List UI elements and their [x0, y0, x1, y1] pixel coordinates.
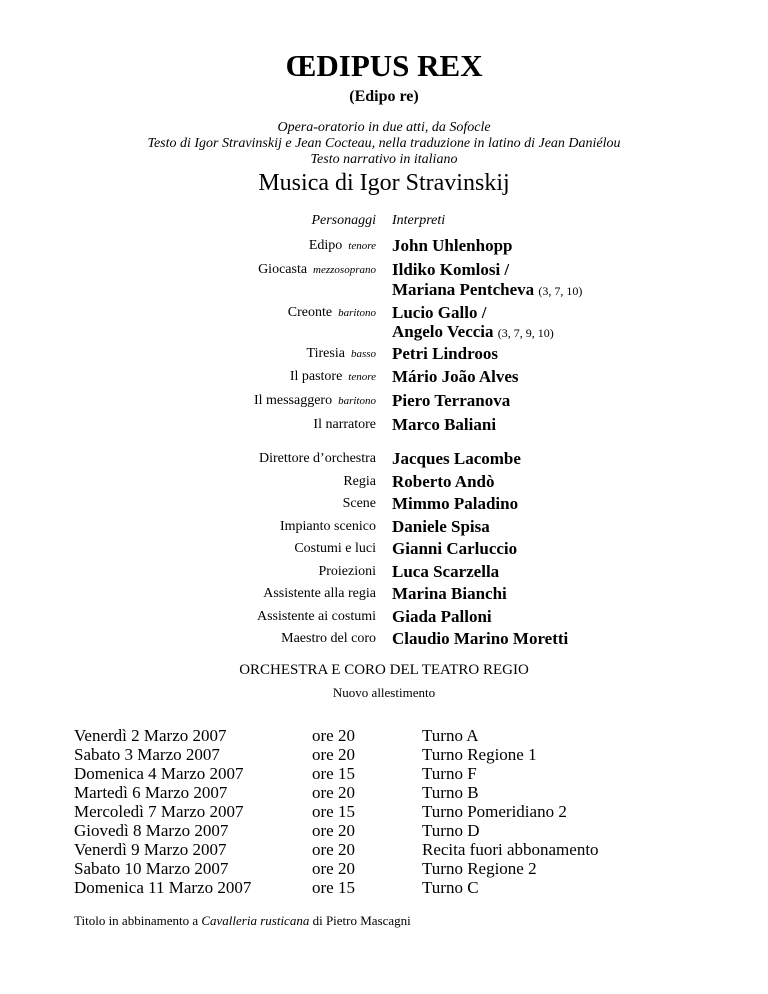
opera-subtitle: (Edipo re)	[349, 88, 419, 105]
cast-performer-creonte-2: Angelo Veccia (3, 7, 9, 10)	[392, 322, 554, 341]
crew-name-director: Roberto Andò	[392, 472, 495, 491]
crew-role-assistant-costumes: Assistente ai costumi	[257, 609, 376, 624]
schedule-date: Domenica 4 Marzo 2007	[74, 764, 244, 783]
voice-type: baritono	[338, 307, 376, 319]
schedule-date: Mercoledì 7 Marzo 2007	[74, 802, 244, 821]
schedule-time: ore 15	[312, 802, 355, 821]
cast-performer-tiresia: Petri Lindroos	[392, 344, 498, 363]
crew-role-sets: Scene	[342, 496, 376, 511]
cast-performer-giocasta-1: Ildiko Komlosi /	[392, 260, 510, 279]
cast-role-messaggero: Il messaggero baritono	[253, 393, 376, 408]
description-line-libretto: Testo di Igor Stravinskij e Jean Cocteau, nella traduzione in latino di Jean Daniélou	[147, 136, 621, 151]
schedule-date: Domenica 11 Marzo 2007	[74, 878, 252, 897]
paired-work-title: Cavalleria rusticana	[201, 913, 310, 928]
crew-role-conductor: Direttore d’orchestra	[259, 451, 376, 466]
schedule-turno: Turno A	[422, 726, 479, 745]
cast-performer-narratore: Marco Baliani	[392, 415, 497, 434]
schedule-time: ore 15	[312, 878, 355, 897]
crew-name-assistant-costumes: Giada Palloni	[392, 607, 492, 626]
schedule-time: ore 20	[312, 726, 355, 745]
schedule-time: ore 20	[312, 840, 355, 859]
voice-type: tenore	[348, 371, 376, 383]
music-credit: Musica di Igor Stravinskij	[258, 170, 510, 196]
schedule-date: Giovedì 8 Marzo 2007	[74, 821, 229, 840]
schedule-turno: Turno Regione 2	[422, 859, 537, 878]
cast-performer-creonte-1: Lucio Gallo /	[392, 303, 487, 322]
crew-role-director: Regia	[343, 474, 376, 489]
schedule-turno: Turno D	[422, 821, 480, 840]
crew-name-assistant-director: Marina Bianchi	[392, 584, 507, 603]
schedule-turno: Recita fuori abbonamento	[422, 840, 599, 859]
schedule-turno: Turno B	[422, 783, 479, 802]
schedule-time: ore 20	[312, 745, 355, 764]
footer-note: Titolo in abbinamento a Cavalleria rusticana di Pietro Mascagni	[74, 913, 411, 928]
crew-role-assistant-director: Assistente alla regia	[263, 586, 376, 601]
cast-performer-pastore: Mário João Alves	[392, 367, 519, 386]
schedule-time: ore 20	[312, 783, 355, 802]
cast-role-narratore: Il narratore	[313, 417, 376, 432]
performance-dates: (3, 7, 10)	[538, 284, 583, 298]
voice-type: basso	[350, 348, 376, 360]
schedule-turno: Turno C	[422, 878, 479, 897]
performers-header: Interpreti	[392, 213, 446, 228]
schedule-time: ore 15	[312, 764, 355, 783]
cast-performer-messaggero: Piero Terranova	[392, 391, 511, 410]
schedule-date: Venerdì 2 Marzo 2007	[74, 726, 227, 745]
performance-dates: (3, 7, 9, 10)	[497, 326, 554, 340]
crew-name-conductor: Jacques Lacombe	[392, 449, 521, 468]
schedule-date: Martedì 6 Marzo 2007	[74, 783, 228, 802]
schedule-turno: Turno Pomeridiano 2	[422, 802, 567, 821]
description-line-narration: Testo narrativo in italiano	[310, 152, 458, 167]
cast-performer-edipo: John Uhlenhopp	[392, 236, 513, 255]
schedule-time: ore 20	[312, 821, 355, 840]
voice-type: tenore	[348, 240, 376, 252]
schedule-date: Venerdì 9 Marzo 2007	[74, 840, 227, 859]
crew-role-costumes-lights: Costumi e luci	[294, 541, 376, 556]
crew-name-sets: Mimmo Paladino	[392, 494, 519, 513]
cast-performer-giocasta-2: Mariana Pentcheva (3, 7, 10)	[392, 280, 583, 299]
crew-name-projections: Luca Scarzella	[392, 562, 500, 581]
description-line-genre: Opera-oratorio in due atti, da Sofocle	[277, 120, 491, 135]
crew-name-stage-design: Daniele Spisa	[392, 517, 490, 536]
crew-name-chorus-master: Claudio Marino Moretti	[392, 629, 569, 648]
roles-header: Personaggi	[311, 213, 376, 228]
crew-name-costumes-lights: Gianni Carluccio	[392, 539, 518, 558]
cast-role-giocasta: Giocasta mezzosoprano	[258, 262, 376, 277]
cast-role-creonte: Creonte baritono	[287, 305, 376, 320]
orchestra-credit: ORCHESTRA E CORO DEL TEATRO REGIO	[239, 662, 529, 678]
schedule-date: Sabato 10 Marzo 2007	[74, 859, 229, 878]
schedule-time: ore 20	[312, 859, 355, 878]
crew-role-projections: Proiezioni	[318, 564, 376, 579]
crew-role-stage-design: Impianto scenico	[279, 519, 376, 534]
schedule-turno: Turno Regione 1	[422, 745, 537, 764]
opera-title: ŒDIPUS REX	[285, 48, 483, 83]
voice-type: baritono	[338, 395, 376, 407]
schedule-turno: Turno F	[422, 764, 477, 783]
cast-role-edipo: Edipo tenore	[308, 238, 376, 253]
schedule-date: Sabato 3 Marzo 2007	[74, 745, 220, 764]
production-note: Nuovo allestimento	[332, 685, 436, 700]
cast-role-tiresia: Tiresia basso	[306, 346, 376, 361]
voice-type: mezzosoprano	[313, 264, 376, 276]
cast-role-pastore: Il pastore tenore	[289, 369, 376, 384]
crew-role-chorus-master: Maestro del coro	[281, 631, 376, 646]
